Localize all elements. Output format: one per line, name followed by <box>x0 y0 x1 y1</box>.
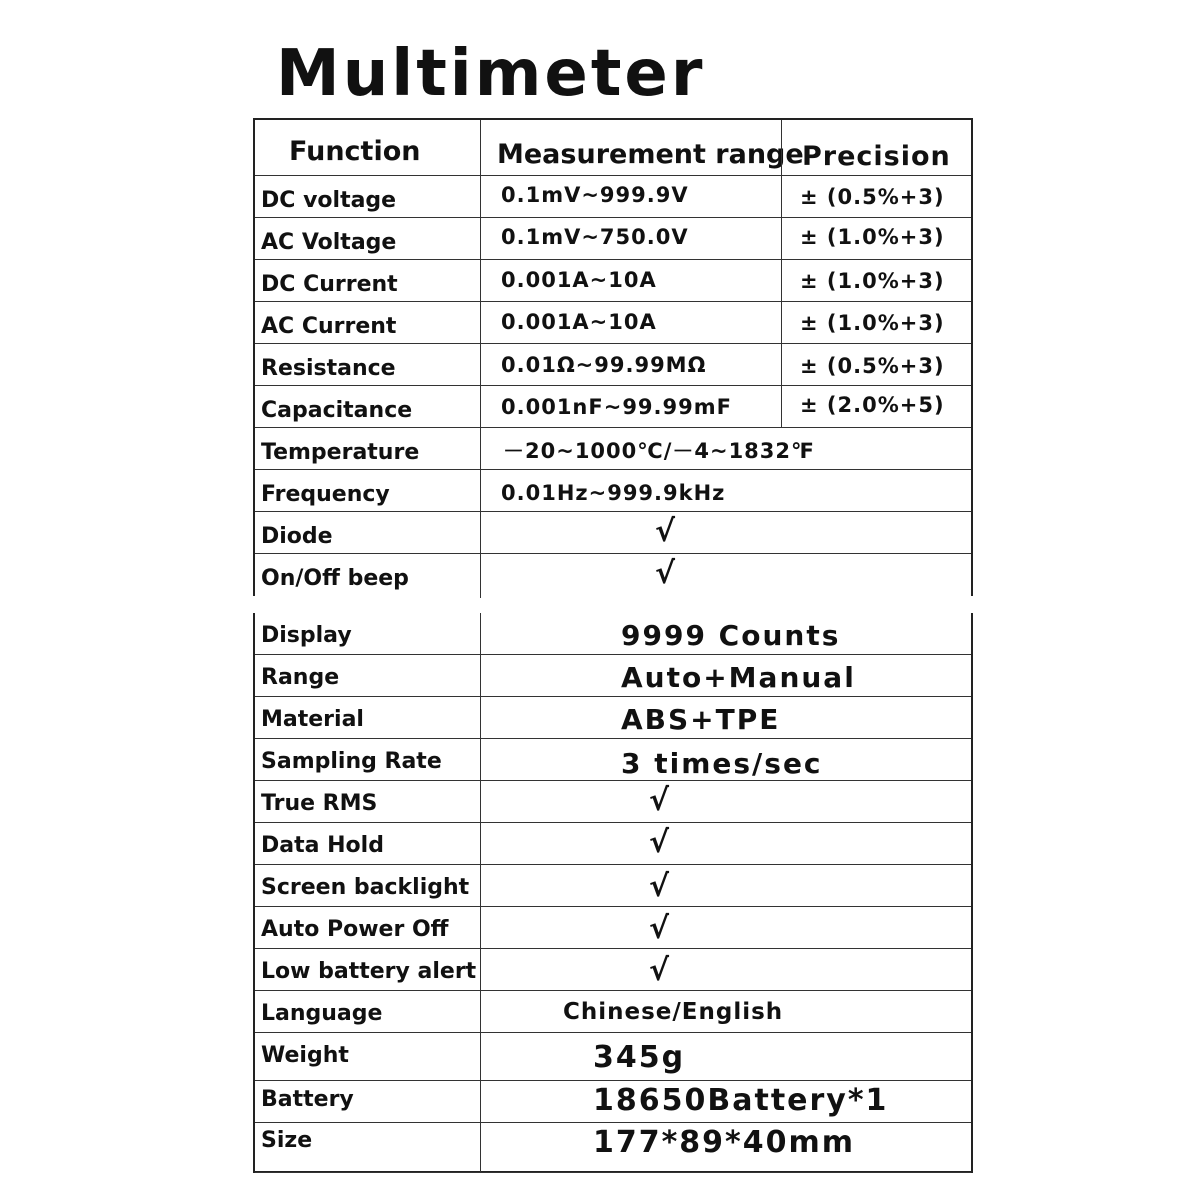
table-row <box>255 949 971 991</box>
spec-label: Auto Power Off <box>255 907 481 948</box>
function-label: Capacitance <box>255 386 481 427</box>
table-row <box>255 1033 971 1081</box>
spec-value: 177*89*40mm <box>593 1125 856 1160</box>
function-label: DC voltage <box>255 176 481 217</box>
header-measurement-range: Measurement range <box>497 139 804 170</box>
check-mark: √ <box>655 514 677 549</box>
header-function: Function <box>255 120 481 175</box>
table-row <box>255 697 971 739</box>
specs-table <box>253 613 973 1173</box>
function-label: DC Current <box>255 260 481 301</box>
range-value: 0.01Hz~999.9kHz <box>501 481 726 505</box>
table-row <box>255 823 971 865</box>
function-label: AC Current <box>255 302 481 343</box>
range-value: 0.001A~10A <box>501 268 657 292</box>
function-label: On/Off beep <box>255 554 481 598</box>
check-mark: √ <box>649 783 672 818</box>
check-mark: √ <box>649 953 672 988</box>
function-label: Diode <box>255 512 481 553</box>
table-row <box>255 554 971 598</box>
check-mark: √ <box>655 556 677 591</box>
spec-label: True RMS <box>255 781 481 822</box>
range-value: 0.01Ω~99.99MΩ <box>501 353 707 377</box>
table-row <box>255 302 971 344</box>
spec-label: Battery <box>255 1081 481 1122</box>
range-value: －20~1000℃/－4~1832℉ <box>503 439 815 463</box>
spec-value: 9999 Counts <box>621 619 841 652</box>
table-row <box>255 613 971 655</box>
check-mark: √ <box>649 911 672 946</box>
precision-value: ± (2.0%+5) <box>781 386 973 427</box>
page-title: Multimeter <box>276 37 706 111</box>
spec-label: Sampling Rate <box>255 739 481 780</box>
spec-value: Auto+Manual <box>621 661 856 694</box>
spec-label: Data Hold <box>255 823 481 864</box>
table-row <box>255 1081 971 1123</box>
spec-value: 345g <box>593 1040 686 1075</box>
spec-value: Chinese/English <box>563 999 784 1025</box>
table-row <box>255 512 971 554</box>
table-row <box>255 991 971 1033</box>
spec-value: 3 times/sec <box>621 747 823 780</box>
table-row <box>255 344 971 386</box>
table-row <box>255 739 971 781</box>
precision-value: ± (1.0%+3) <box>781 260 973 301</box>
header-precision: Precision <box>781 120 973 175</box>
spec-label: Low battery alert <box>255 949 481 990</box>
precision-value: ± (1.0%+3) <box>781 218 973 259</box>
table-row <box>255 260 971 302</box>
precision-value: ± (0.5%+3) <box>781 344 973 385</box>
spec-label: Size <box>255 1123 481 1172</box>
function-label: Resistance <box>255 344 481 385</box>
range-value: 0.1mV~750.0V <box>501 225 689 249</box>
range-value: 0.001A~10A <box>501 310 657 334</box>
table-row <box>255 470 971 512</box>
spec-value: ABS+TPE <box>621 703 781 736</box>
spec-label: Weight <box>255 1033 481 1080</box>
spec-value: 18650Battery*1 <box>593 1083 889 1118</box>
range-value: 0.1mV~999.9V <box>501 183 689 207</box>
table-row <box>255 1123 971 1173</box>
table-header-row <box>255 120 971 176</box>
spec-label: Screen backlight <box>255 865 481 906</box>
spec-label: Range <box>255 655 481 696</box>
function-label: AC Voltage <box>255 218 481 259</box>
table-row <box>255 176 971 218</box>
range-value: 0.001nF~99.99mF <box>501 395 732 419</box>
precision-value: ± (0.5%+3) <box>781 176 973 217</box>
spec-label: Material <box>255 697 481 738</box>
table-row <box>255 865 971 907</box>
table-row <box>255 655 971 697</box>
table-row <box>255 428 971 470</box>
table-row <box>255 386 971 428</box>
check-mark: √ <box>649 869 672 904</box>
function-label: Temperature <box>255 428 481 469</box>
spec-label: Display <box>255 613 481 654</box>
check-mark: √ <box>649 825 672 860</box>
table-row <box>255 218 971 260</box>
precision-value: ± (1.0%+3) <box>781 302 973 343</box>
spec-label: Language <box>255 991 481 1032</box>
functions-table <box>253 118 973 596</box>
table-row <box>255 781 971 823</box>
function-label: Frequency <box>255 470 481 511</box>
table-row <box>255 907 971 949</box>
